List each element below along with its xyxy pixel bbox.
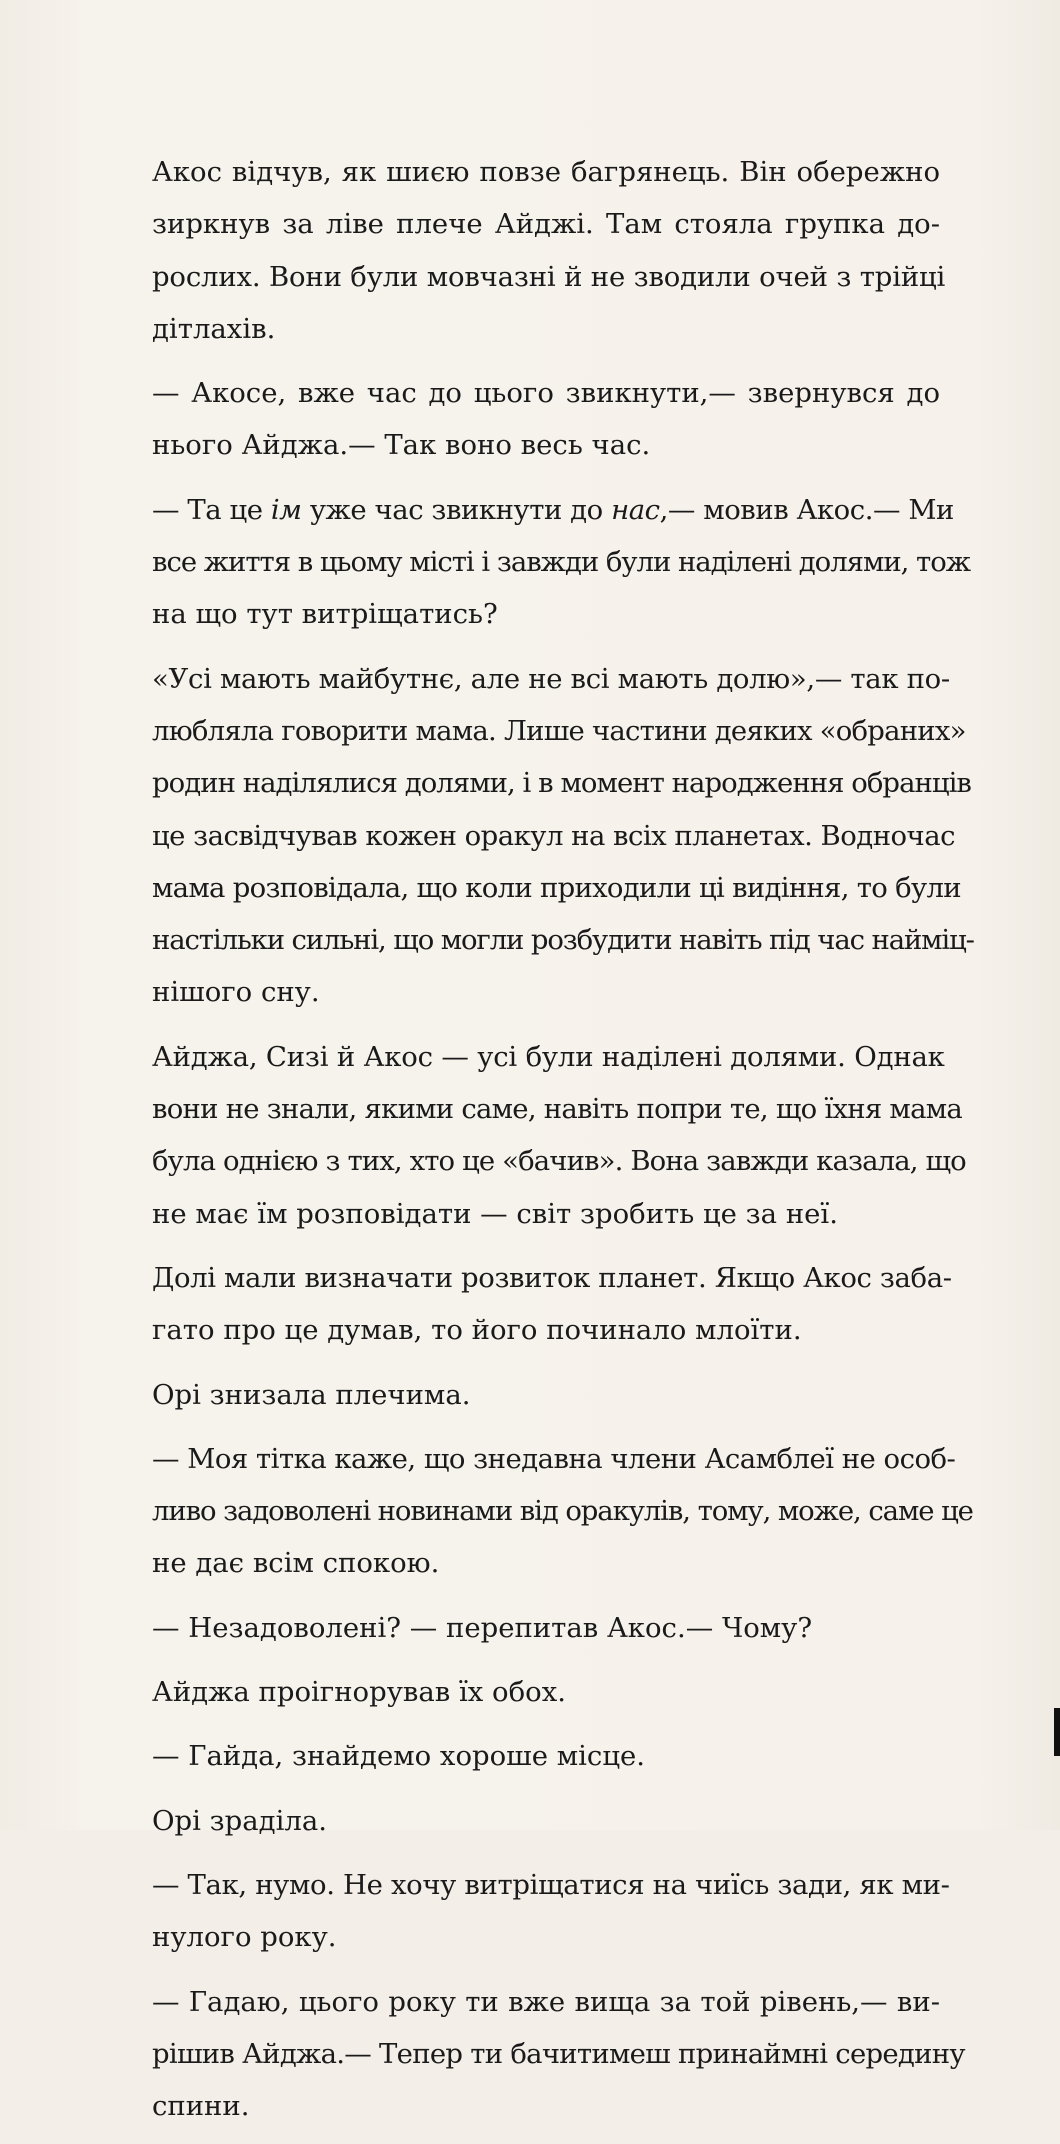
paragraph <box>152 653 974 1019</box>
text-line: — Гадаю, цього року ти вже вища за той рівень,— ви- <box>152 1985 940 2018</box>
paragraph <box>152 1602 940 1654</box>
paragraph <box>152 1730 940 1782</box>
text-line: — Гайда, знайдемо хороше місце. <box>152 1740 646 1773</box>
text-line: дітлахів. <box>152 312 276 345</box>
text-line: Орі зраділа. <box>152 1804 328 1837</box>
page-edge-mark <box>1054 1708 1060 1756</box>
text-line: ливо задоволені новинами від оракулів, тому, може, саме це <box>152 1495 973 1528</box>
text-line: Долі мали визначати розвиток планет. Якщо Акос заба- <box>152 1261 952 1294</box>
text-line: мама розповідала, що коли приходили ці видіння, то були <box>152 871 961 904</box>
text-line: «Усі мають майбутнє, але не всі мають долю»,— так по- <box>152 662 950 695</box>
text-line: нулого року. <box>152 1921 337 1954</box>
text-line: родин наділялися долями, і в момент народження обранців <box>152 767 971 800</box>
text-line: рослих. Вони були мовчазні й не зводили очей з трійці <box>152 260 946 293</box>
text-line: була однією з тих, хто це «бачив». Вона завжди казала, що <box>152 1145 966 1178</box>
text-line: Айджа проігнорував їх обох. <box>152 1676 566 1709</box>
text-line: на що тут витріщатись? <box>152 598 498 631</box>
text-line: Акос відчув, як шиєю повзе багрянець. Він обережно <box>152 156 940 188</box>
text-line: гато про це думав, то його починало млоїти. <box>152 1314 802 1347</box>
paragraph <box>152 1666 940 1718</box>
text-line: — Та це ім уже час звикнути до нас,— мовив Акос.— Ми <box>152 493 954 526</box>
paragraph <box>152 367 940 472</box>
paragraph <box>152 1369 940 1421</box>
paragraph <box>152 484 971 641</box>
paragraph <box>152 1252 952 1357</box>
text-line: не має їм розповідати — світ зробить це за неї. <box>152 1197 838 1230</box>
text-line: зиркнув за ліве плече Айджі. Там стояла групка до- <box>152 208 940 241</box>
text-line: — Моя тітка каже, що знедавна члени Асамблеї не особ- <box>152 1442 956 1475</box>
text-line: — Акосе, вже час до цього звикнути,— звернувся до <box>152 377 940 410</box>
paragraph <box>152 1031 966 1240</box>
paragraph <box>152 146 946 355</box>
page-text <box>152 146 974 2144</box>
text-line: — Незадоволені? — перепитав Акос.— Чому? <box>152 1611 813 1644</box>
text-line: — Так, нумо. Не хочу витріщатися на чиїсь зади, як ми- <box>152 1868 950 1901</box>
text-line: це засвідчував кожен оракул на всіх планетах. Водночас <box>152 819 955 852</box>
text-line: нього Айджа.— Так воно весь час. <box>152 429 651 462</box>
text-line: Орі знизала плечима. <box>152 1378 471 1411</box>
text-line: вони не знали, якими саме, навіть попри те, що їхня мама <box>152 1093 963 1126</box>
text-line: Айджа, Сизі й Акос — усі були наділені долями. Однак <box>152 1040 945 1073</box>
paragraph <box>152 1976 965 2133</box>
text-line: не дає всім спокою. <box>152 1547 440 1580</box>
text-line: все життя в цьому місті і завжди були наділені долями, тож <box>152 546 971 579</box>
text-line: спини. <box>152 2090 250 2123</box>
text-line: нішого сну. <box>152 976 320 1009</box>
text-line: рішив Айджа.— Тепер ти бачитимеш принаймні середину <box>152 2037 965 2070</box>
text-line: настільки сильні, що могли розбудити навіть під час найміц- <box>152 924 974 957</box>
paragraph <box>152 1859 950 1964</box>
paragraph <box>152 1433 973 1590</box>
text-line: любляла говорити мама. Лише частини деяких «обраних» <box>152 714 966 747</box>
paragraph <box>152 1795 940 1847</box>
